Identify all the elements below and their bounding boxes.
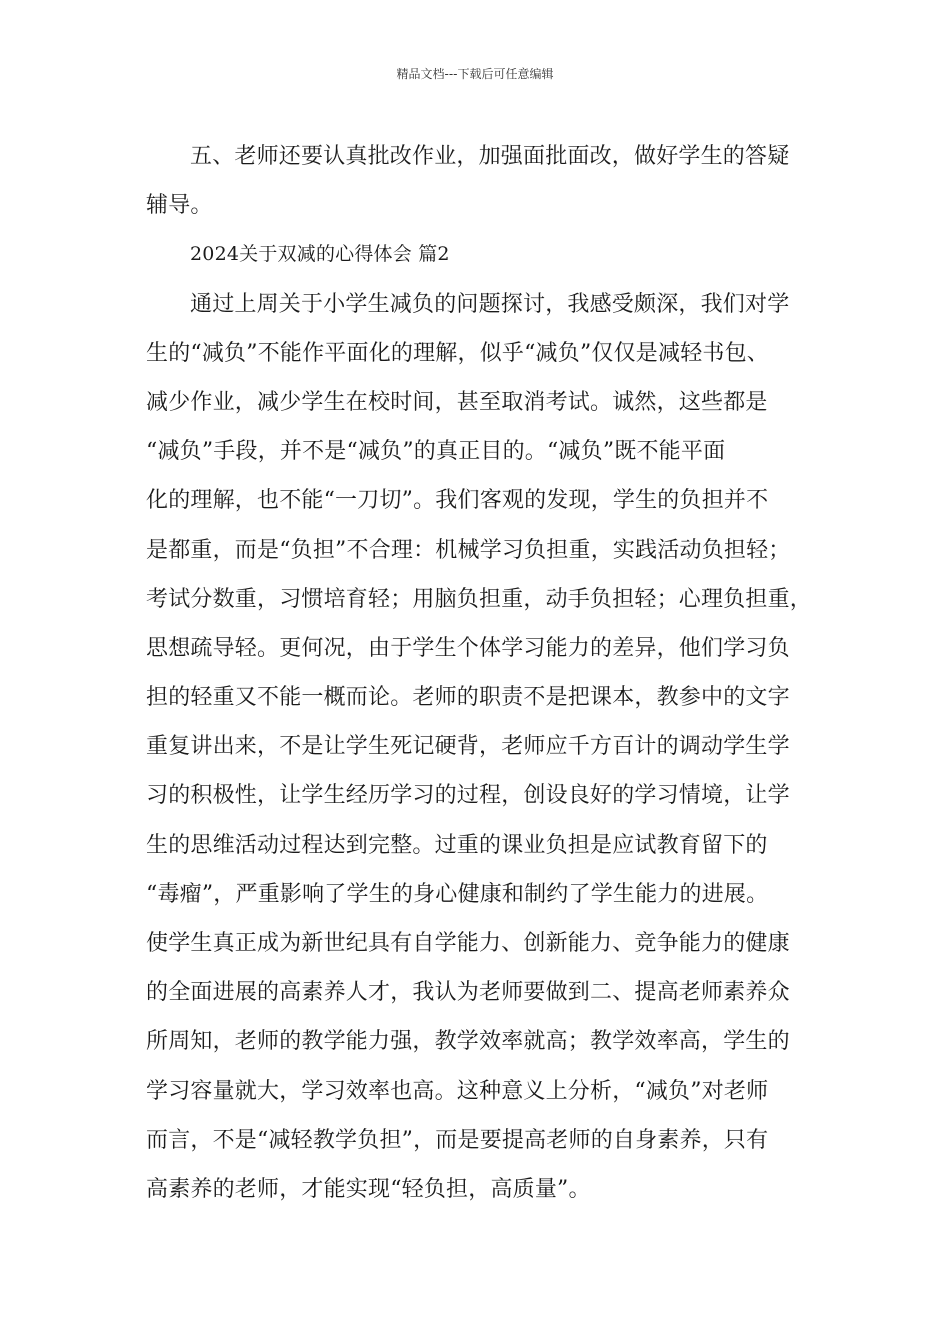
paragraph-line: 生的“减负”不能作平面化的理解，似乎“减负”仅仅是减轻书包、 <box>146 340 769 366</box>
paragraph-line: 减少作业，减少学生在校时间，甚至取消考试。诚然，这些都是 <box>146 389 768 415</box>
paragraph-line: 辅导。 <box>146 193 213 219</box>
document-body <box>146 132 813 1214</box>
paragraph-line: 的全面进展的高素养人才，我认为老师要做到二、提高老师素养众 <box>146 980 790 1006</box>
section-title: 2024关于双减的心得体会 篇2 <box>190 243 450 266</box>
paragraph-line: 是都重，而是“负担”不合理：机械学习负担重，实践活动负担轻； <box>146 537 791 563</box>
paragraph-line: 学习容量就大，学习效率也高。这种意义上分析，“减负”对老师 <box>146 1078 769 1104</box>
paragraph-line: “毒瘤”，严重影响了学生的身心健康和制约了学生能力的进展。 <box>146 881 769 907</box>
paragraph-line: 高素养的老师，才能实现“轻负担，高质量”。 <box>146 1176 591 1202</box>
paragraph-line: 担的轻重又不能一概而论。老师的职责不是把课本，教参中的文字 <box>146 685 790 711</box>
paragraph-line: 化的理解，也不能“一刀切”。我们客观的发现，学生的负担并不 <box>146 488 769 514</box>
paragraph-line: 使学生真正成为新世纪具有自学能力、创新能力、竞争能力的健康 <box>146 931 790 956</box>
page-header: 精品文档---下载后可任意编辑 <box>396 67 554 81</box>
paragraph-line: 重复讲出来，不是让学生死记硬背，老师应千方百计的调动学生学 <box>146 734 790 760</box>
paragraph-line: 习的积极性，让学生经历学习的过程，创设良好的学习情境，让学 <box>146 783 790 809</box>
paragraph-line: 所周知，老师的教学能力强，教学效率就高；教学效率高，学生的 <box>146 1029 790 1055</box>
paragraph-line: 生的思维活动过程达到完整。过重的课业负担是应试教育留下的 <box>146 832 768 858</box>
paragraph-line: 考试分数重，习惯培育轻；用脑负担重，动手负担轻；心理负担重， <box>146 586 813 612</box>
paragraph-line: 通过上周关于小学生减负的问题探讨，我感受颇深，我们对学 <box>190 291 790 317</box>
paragraph-line: 思想疏导轻。更何况，由于学生个体学习能力的差异，他们学习负 <box>146 635 790 661</box>
paragraph-line: “减负”手段，并不是“减负”的真正目的。“减负”既不能平面 <box>146 439 726 465</box>
paragraph-line: 五、老师还要认真批改作业，加强面批面改，做好学生的答疑 <box>190 144 790 169</box>
paragraph-line: 而言，不是“减轻教学负担”，而是要提高老师的自身素养，只有 <box>146 1127 769 1153</box>
